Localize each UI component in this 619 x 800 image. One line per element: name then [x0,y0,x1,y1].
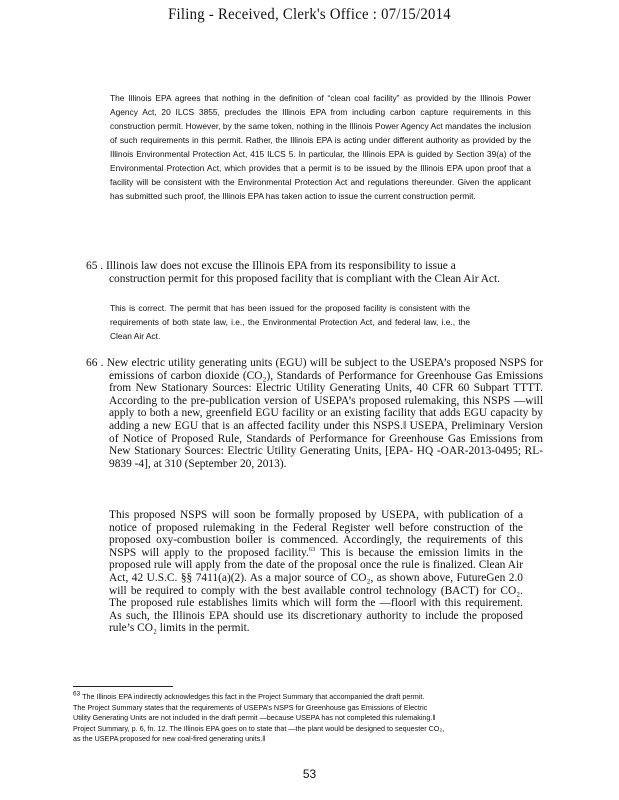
comment-item-66 [73,357,543,470]
item-65-number: 65 . [86,260,104,272]
response-block-2 [110,301,470,343]
footnote-line-1: $^{63}$ The Illinois EPA indirectly acknowledges this fact in the Project Summary that accompanied the draft permit. [73,690,425,701]
item-66-paragraph-2: This proposed NSPS will soon be formally proposed by USEPA, with publication of a notice of proposed rulemaking in the Federal Register well before construction of the proposed oxy-combustion boiler is commenced. Accordingly, the requirements of this NSPS will apply to the proposed facility.$^{63}$ This is because the emission limits in the proposed rule will apply from the date of the proposal once the rule is finalized. Clean Air Act, 42 U.S.C. §§ 7411(a)(2). As a major source of CO₂, as shown above, FutureGen 2.0 will be required to comply with the best available control technology (BACT) for CO₂. The proposed rule establishes limits which will form the —floor‖ with this requirement. As such, the Illinois EPA should use its discretionary authority to include the proposed rule’s CO₂ limits in the permit. [109,509,523,635]
footnote-line-4: Project Summary, p. 6, fn. 12. The Illinois EPA goes on to state that —the plant would be designed to sequester CO₂, [73,723,445,733]
item-65-line-1: 65 . Illinois law does not excuse the Illinois EPA from its responsibility to issue a [86,260,456,272]
footnote-line-3: Utility Generating Units are not included in the draft permit —because USEPA has not completed this rulemaking.‖ [73,713,436,723]
response-block-1 [110,91,531,203]
item-66-number: 66 . [86,357,104,369]
filing-header: Filing - Received, Clerk's Office : 07/15/2014 [168,6,451,23]
page-number: 53 [302,767,317,781]
footnote-divider [73,686,173,687]
footnote-line-5: as the USEPA proposed for new coal-fired generating units.‖ [73,734,266,744]
footnote-line-2: The Project Summary states that the requirements of USEPA’s NSPS for Greenhouse gas Emissions of Electric [73,702,428,712]
footnote-marker: 63 [73,690,81,698]
comment-item-65 [73,260,533,285]
footnote-63 [73,692,543,745]
response-2-text: This is correct. The permit that has been issued for the proposed facility is consistent with the requirements of both state law, i.e., the Environmental Protection Act, and federal law, i.e., the Clean Air Act. [110,303,470,341]
item-65-line-2: construction permit for this proposed facility that is compliant with the Clean Air Act. [109,272,501,285]
response-1-text: The Illinois EPA agrees that nothing in the definition of “clean coal facility” as provided by the Illinois Power Agency Act, 20 ILCS 3855, precludes the Illinois EPA from including carbon capture requirements in this construction permit. However, by the same token, nothing in the Illinois Power Agency Act mandates the inclusion of such requirements in this permit. Rather, the Illinois EPA is acting under different authority as provided by the Illinois Environmental Protection Act, 415 ILCS 5. In particular, the Illinois EPA is guided by Section 39(a) of the Environmental Protection Act, which provides that a permit is to be issued by the Illinois EPA upon proof that a facility will be consistent with the Environmental Protection Act and regulations thereunder. Given the applicant has submitted such proof, the Illinois EPA has taken action to issue the current construction permit. [110,93,531,201]
item-66-paragraph-1: 66 . New electric utility generating units (EGU) will be subject to the USEPA’s proposed NSPS for emissions of carbon dioxide (CO₂), Standards of Performance for Greenhouse Gas Emissions from New Stationary Sources: Electric Utility Generating Units, 40 CFR 60 Subpart TTTT. According to the pre-publication version of USEPA’s proposed rulemaking, this NSPS —will apply to both a new, greenfield EGU facility or an existing facility that adds EGU capacity by adding a new EGU that is an affected facility under this NSPS.‖ USEPA, Preliminary Version of Notice of Proposed Rule, Standards of Performance for Greenhouse Gas Emissions from New Stationary Sources: Electric Utility Generating Units, [EPA- HQ -OAR-2013-0495; RL-9839 -4], at 310 (September 20, 2013). [86,357,543,470]
footnote-reference[interactable]: 63 [308,545,316,553]
